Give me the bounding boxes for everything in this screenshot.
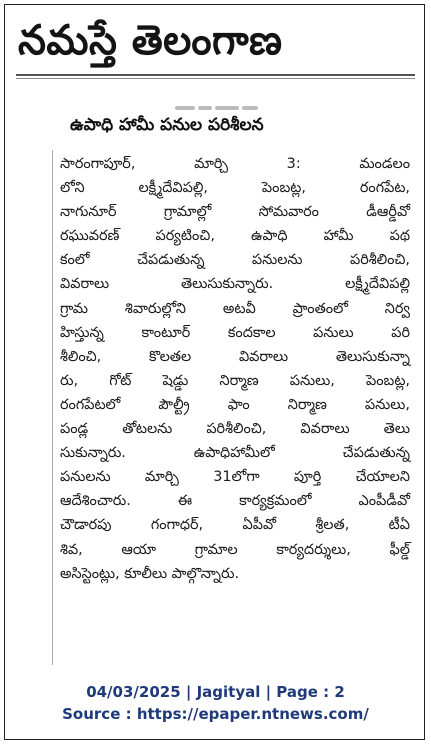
article-line: శీలించి, కొలతల వివరాలు తెలుసుకున్నా (60, 348, 410, 365)
article-line: గ్రామ శివారుల్లోని అటవీ ప్రాంతంలో నిర్వ (60, 300, 410, 317)
source-link[interactable]: Source : https://epaper.ntnews.com/ (62, 705, 369, 723)
article-line: హిస్తున్న కాంటూర్ కందకాల పనులు పరి (60, 324, 410, 341)
article-line: రు, గోట్ షెడ్డు నిర్మాణ పనులు, పెంబట్ల, (60, 372, 410, 389)
article-line: చౌడారపు గంగాధర్, ఏపీవో శ్రీలత, టీఏ (60, 517, 410, 534)
article-line: సుకున్నారు. ఉపాధిహామీలో చేపడుతున్న (60, 445, 410, 462)
article-line: ఆదేశించారు. ఈ కార్యక్రమంలో ఎంపీడీవో (60, 493, 410, 510)
article-line: లోని లక్ష్మీదేవిపల్లి, పెంబట్ల, రంగపేట, (60, 180, 410, 197)
article-line: వివరాలు తెలుసుకున్నారు. లక్ష్మీదేవిపల్లి (60, 276, 410, 293)
kicker-graphic (175, 95, 265, 102)
article-line: సారంగాపూర్, మార్చి 3: మండలం (60, 156, 410, 172)
article-line: పనులను మార్చి 31లోగా పూర్తి చేయాలని (60, 469, 410, 486)
article-line: రఘువరణ్ పర్యటించి, ఉపాధి హామీ పథ (60, 228, 410, 245)
edition-info: 04/03/2025 | Jagityal | Page : 2 (86, 683, 345, 701)
newspaper-masthead: నమస్తే తెలంగాణ (18, 16, 283, 64)
article-line: కంలో చేపడుతున్న పనులను పరిశీలించి, (60, 252, 410, 269)
article-line: శివ, ఆయా గ్రామాల కార్యదర్శులు, ఫీల్డ్ (60, 541, 410, 558)
masthead-divider (16, 74, 415, 76)
article-body (60, 152, 410, 586)
article-line: నాగునూర్ గ్రామాల్లో సోమవారం డీఆర్డీవో (60, 204, 410, 221)
article-line: పండ్ల తోటలను పరిశీలించి, వివరాలు తెలు (60, 421, 410, 438)
article-line: రంగపేటలో పౌల్ట్రీ ఫాం నిర్మాణ పనులు, (60, 396, 410, 413)
article-line: అసిస్టెంట్లు, కూలీలు పాల్గొన్నారు. (60, 565, 240, 582)
article-headline: ఉపాధి హామీ పనుల పరిశీలన (70, 115, 264, 135)
column-rule (52, 150, 53, 665)
masthead-divider-thin (16, 78, 415, 79)
